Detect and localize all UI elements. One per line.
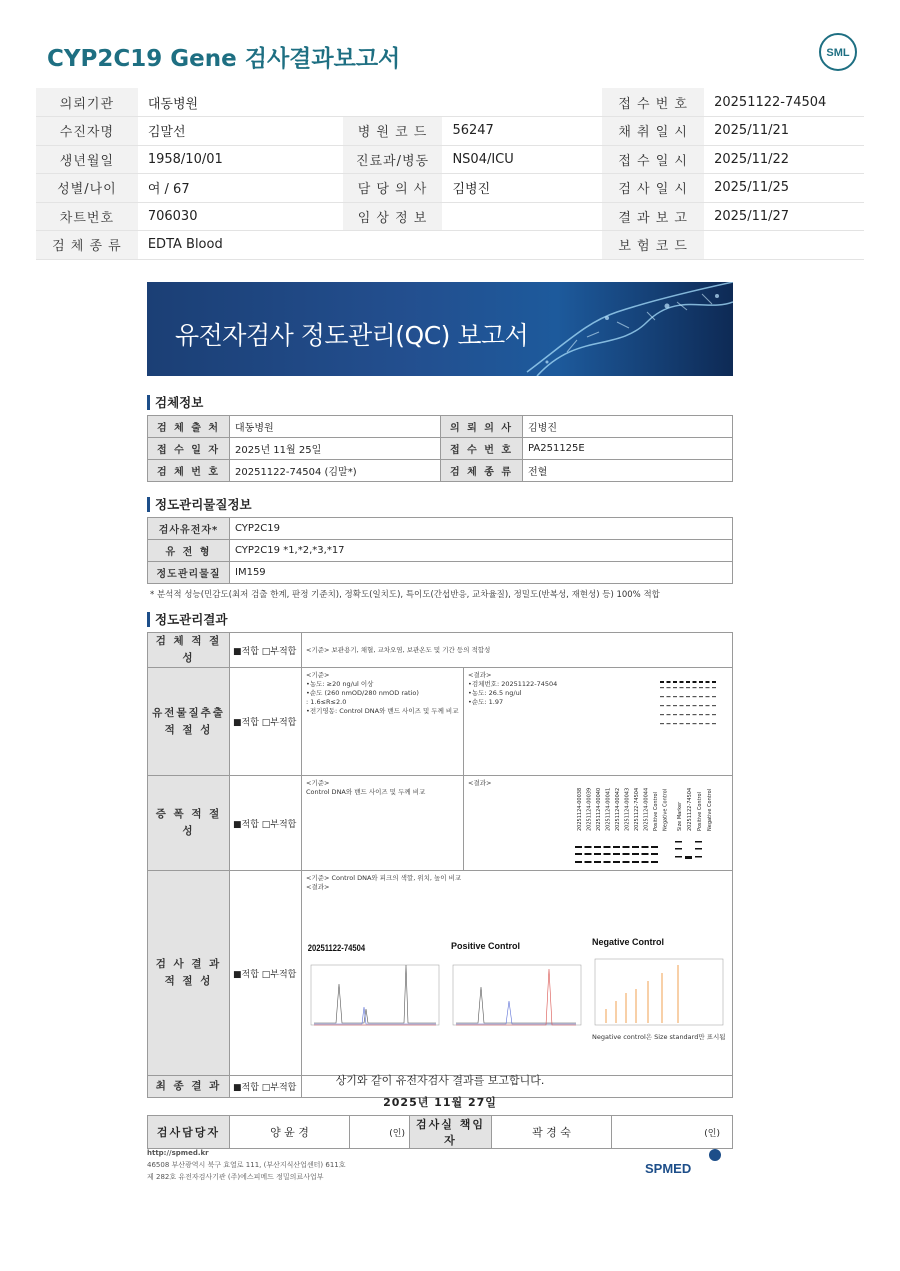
fail-check: □부적합 — [261, 646, 297, 657]
info-row — [36, 174, 864, 203]
fail-check: □부적합 — [261, 718, 297, 728]
gel-band — [706, 714, 710, 715]
specimen-accession: PA251125E — [523, 438, 733, 460]
gel-band — [706, 723, 710, 724]
gel-band — [712, 723, 716, 724]
gel-band — [686, 705, 690, 706]
gel-lane-label: Positive Control — [653, 792, 659, 831]
info-label: 수진자명 — [36, 117, 138, 146]
panel2-title: Positive Control — [451, 941, 521, 951]
gel-band — [642, 846, 649, 848]
report-title: CYP2C19 Gene 검사결과보고서 — [47, 46, 401, 72]
info-value: 56247 — [442, 117, 602, 146]
sml-logo — [818, 32, 858, 72]
footer-license: 제 282호 유전자검사기관 (주)에스피메드 정밀의료사업부 — [147, 1173, 324, 1181]
pass-check: ■적합 — [233, 969, 259, 980]
logo-text: SML — [826, 47, 850, 59]
panel3-title: Negative Control — [592, 937, 665, 947]
info-label: 보 험 코 드 — [602, 231, 704, 260]
info-value: 1958/10/01 — [138, 145, 343, 174]
pass-check: ■적합 — [233, 718, 259, 728]
performance-note: * 분석적 성능(민감도(최저 검출 한계, 판정 기준치), 정확도(일치도), 특이도(간섭반응, 교차율질), 정밀도(반복성, 재현성) 등) 100% 적합 — [150, 590, 660, 600]
gel-band — [623, 861, 630, 863]
gel-band — [712, 687, 716, 688]
gel-band — [680, 696, 684, 697]
gel-band — [667, 705, 671, 706]
gel-band — [712, 696, 716, 697]
gel-band — [632, 853, 639, 855]
info-value: 여 / 67 — [138, 174, 343, 203]
r2-criteria — [302, 668, 464, 776]
gel-band — [706, 681, 710, 683]
gel-band — [673, 687, 677, 688]
info-label: 의뢰기관 — [36, 88, 138, 117]
gel-band — [575, 861, 582, 863]
r4-result — [302, 871, 733, 1076]
gel-band — [686, 696, 690, 697]
gel-lane-label: 20251124-00044 — [643, 787, 650, 831]
line: : 1.6≤R≤2.0 — [306, 698, 347, 706]
gel-band — [613, 853, 620, 855]
gel-band — [660, 696, 664, 697]
gel-band — [667, 714, 671, 715]
gel-band — [673, 705, 677, 706]
gel-band — [680, 681, 684, 683]
info-value: 20251122-74504 — [704, 88, 864, 117]
gel-band — [706, 687, 710, 688]
label: 접 수 일 자 — [148, 438, 230, 460]
info-value — [442, 231, 602, 260]
r2-judgement — [230, 668, 302, 776]
gel-band — [686, 723, 690, 724]
material-section-heading: 정도관리물질정보 — [147, 497, 733, 512]
gel-band — [699, 723, 703, 724]
info-label: 채 취 일 시 — [602, 117, 704, 146]
qc-report — [147, 282, 733, 1098]
info-row — [36, 88, 864, 117]
gel-band — [642, 853, 649, 855]
gel-band — [660, 723, 664, 724]
info-label: 성별/나이 — [36, 174, 138, 203]
gel-band — [623, 846, 630, 848]
gel-band — [585, 853, 592, 855]
gel-band — [693, 723, 697, 724]
gel-band — [699, 687, 703, 688]
pass-check: ■적합 — [233, 819, 259, 830]
line: <기준> — [306, 671, 330, 679]
info-value: 2025/11/22 — [704, 145, 864, 174]
gel-band — [651, 853, 658, 855]
pass-check: ■적합 — [233, 1083, 259, 1093]
gel-lane-label: Negative Control — [662, 788, 669, 831]
gel-lane-label: 20251124-00040 — [596, 787, 602, 831]
info-value: 김말선 — [138, 117, 343, 146]
gel-band — [585, 846, 592, 848]
label: 검사유전자* — [148, 518, 230, 540]
material-table — [147, 517, 733, 584]
info-value: 706030 — [138, 202, 343, 231]
gel-band — [712, 714, 716, 715]
line: •순도 (260 nmOD/280 nmOD ratio) — [306, 689, 419, 697]
gel-band — [667, 687, 671, 688]
r3-criteria — [302, 776, 464, 871]
banner-title: 유전자검사 정도관리(QC) 보고서 — [175, 321, 529, 350]
gel-band — [693, 705, 697, 706]
line: •농도: 26.5 ng/ul — [468, 689, 522, 697]
info-row — [36, 231, 864, 260]
info-row — [36, 202, 864, 231]
fail-check: □부적합 — [261, 1083, 297, 1093]
label: 검 체 출 처 — [148, 416, 230, 438]
r5-label: 최 종 결 과 — [148, 1076, 230, 1098]
gel-band — [699, 714, 703, 715]
gel-band — [623, 853, 630, 855]
footer-url: http://spmed.kr — [147, 1149, 209, 1157]
info-value: 2025/11/21 — [704, 117, 864, 146]
gel-band — [660, 681, 664, 683]
gel-band — [594, 846, 601, 848]
extraction-gel — [656, 673, 718, 735]
info-row — [36, 117, 864, 146]
qc-result-table — [147, 632, 733, 1098]
r1-criteria: <기준> 보관용기, 채혈, 교차오염, 보관온도 및 기간 등의 적합성 — [302, 633, 733, 668]
gel-band — [667, 723, 671, 724]
negative-control-note: Negative control은 Size standard만 표시됨 — [592, 1033, 726, 1041]
gel-band — [693, 714, 697, 715]
gel-band — [613, 861, 620, 863]
gel-band — [673, 681, 677, 683]
gel-band — [673, 714, 677, 715]
gel-lane-label: Negative Control — [707, 788, 713, 831]
gel-band — [685, 856, 692, 859]
info-label: 생년월일 — [36, 145, 138, 174]
info-value: 2025/11/27 — [704, 202, 864, 231]
info-label: 진료과/병동 — [343, 145, 443, 174]
panel3-plot — [595, 959, 723, 1025]
gel-band — [712, 705, 716, 706]
tech-seal: (인) — [350, 1116, 410, 1149]
info-label: 결 과 보 고 — [602, 202, 704, 231]
result-heading: <결과> — [306, 883, 330, 891]
gel-band — [712, 681, 716, 683]
gel-band — [632, 861, 639, 863]
gel-band — [675, 848, 682, 850]
gel-lane-label: 20251124-00043 — [624, 787, 631, 831]
specimen-date: 2025년 11월 25일 — [230, 438, 441, 460]
gel-band — [667, 696, 671, 697]
gel-band — [575, 853, 582, 855]
gel-lane-label: Size Marker — [677, 801, 683, 831]
r4-criteria: <기준> Control DNA와 피크의 색깔, 위치, 높이 비교 — [306, 874, 462, 882]
conclusion-text: 상기와 같이 유전자검사 결과를 보고합니다. — [335, 1074, 545, 1087]
gel-band — [706, 705, 710, 706]
gel-band — [693, 696, 697, 697]
info-label: 검 사 일 시 — [602, 174, 704, 203]
fail-check: □부적합 — [261, 819, 297, 830]
info-label: 차트번호 — [36, 202, 138, 231]
qc-banner — [147, 282, 733, 376]
genotype-value: CYP2C19 *1,*2,*3,*17 — [230, 540, 733, 562]
r1-judgement — [230, 633, 302, 668]
gel-band — [642, 861, 649, 863]
tech-name: 양 윤 경 — [230, 1116, 350, 1149]
tech-label: 검사담당자 — [148, 1116, 230, 1149]
gel-band — [651, 861, 658, 863]
gel-band — [680, 723, 684, 724]
label: 검 체 번 호 — [148, 460, 230, 482]
gel-band — [693, 687, 697, 688]
gel-band — [660, 714, 664, 715]
gel-band — [675, 841, 682, 843]
r4-label: 검 사 결 과 적 절 성 — [148, 871, 230, 1076]
gene-value: CYP2C19 — [230, 518, 733, 540]
amplification-gel — [466, 786, 728, 868]
line: <결과> — [468, 671, 492, 679]
info-value — [704, 231, 864, 260]
line: •검체번호: 20251122-74504 — [468, 680, 558, 688]
gel-band — [673, 696, 677, 697]
report-date: 2025년 11월 27일 — [383, 1096, 497, 1109]
gel-band — [660, 687, 664, 688]
info-label: 접 수 일 시 — [602, 145, 704, 174]
info-label: 접 수 번 호 — [602, 88, 704, 117]
gel-band — [667, 681, 671, 683]
conclusion — [147, 1072, 733, 1110]
gel-lane-label: 20251124-00038 — [577, 787, 583, 831]
gel-band — [680, 705, 684, 706]
result-heading: <결과> — [468, 779, 492, 787]
gel-band — [604, 853, 611, 855]
gel-band — [594, 861, 601, 863]
label: 유 전 형 — [148, 540, 230, 562]
info-row — [36, 145, 864, 174]
specimen-table — [147, 415, 733, 482]
info-label: 임 상 정 보 — [343, 202, 443, 231]
gel-lane-label: 20251124-00039 — [586, 787, 593, 831]
gel-band — [613, 846, 620, 848]
info-value: NS04/ICU — [442, 145, 602, 174]
r2-label: 유전물질추출 적 절 성 — [148, 668, 230, 776]
footer — [147, 1147, 346, 1183]
r4-judgement — [230, 871, 302, 1076]
line: Control DNA와 밴드 사이즈 및 두께 비교 — [306, 788, 426, 796]
panel1-title: 20251122-74504 — [307, 942, 366, 954]
info-value: 대동병원 — [138, 88, 343, 117]
gel-band — [693, 681, 697, 683]
line: •순도: 1.97 — [468, 698, 504, 706]
r2-result — [464, 668, 733, 776]
fail-check: □부적합 — [261, 969, 297, 980]
info-label — [343, 88, 443, 117]
info-label: 검 체 종 류 — [36, 231, 138, 260]
panel1-plot — [311, 965, 439, 1025]
info-label — [343, 231, 443, 260]
gel-band — [680, 687, 684, 688]
gel-lane-label: 20251122-74504 — [687, 787, 693, 831]
label: 의 뢰 의 사 — [441, 416, 523, 438]
info-label: 병 원 코 드 — [343, 117, 443, 146]
gel-lane-label: Positive Control — [697, 792, 703, 831]
info-value: 2025/11/25 — [704, 174, 864, 203]
r3-result — [464, 776, 733, 871]
gel-band — [686, 681, 690, 683]
specimen-section-heading: 검체정보 — [147, 395, 733, 410]
gel-lane-label: 20251122-74504 — [634, 787, 640, 831]
gel-band — [695, 848, 702, 850]
gel-band — [706, 696, 710, 697]
pass-check: ■적합 — [233, 646, 259, 657]
gel-band — [686, 714, 690, 715]
info-value: 김병진 — [442, 174, 602, 203]
chief-seal: (인) — [612, 1116, 733, 1149]
label: 정도관리물질 — [148, 562, 230, 584]
gel-band — [699, 681, 703, 683]
gel-lane-label: 20251124-00042 — [615, 787, 621, 831]
gel-band — [680, 714, 684, 715]
r1-label: 검 체 적 절 성 — [148, 633, 230, 668]
specimen-number: 20251122-74504 (김말*) — [230, 460, 441, 482]
specimen-doctor: 김병진 — [523, 416, 733, 438]
patient-info-table — [36, 88, 864, 260]
panel2-plot — [453, 965, 581, 1025]
spmed-logo-text: SPMED — [645, 1161, 692, 1176]
label: 접 수 번 호 — [441, 438, 523, 460]
gel-band — [594, 853, 601, 855]
gel-band — [695, 841, 702, 843]
gel-lane-label: 20251124-00041 — [605, 787, 612, 831]
gel-band — [686, 687, 690, 688]
gel-band — [604, 861, 611, 863]
specimen-type: 전혈 — [523, 460, 733, 482]
line: •전기영동: Control DNA와 밴드 사이즈 및 두께 비교 — [306, 707, 459, 715]
gel-band — [632, 846, 639, 848]
r3-label: 증 폭 적 절 성 — [148, 776, 230, 871]
gel-band — [660, 705, 664, 706]
info-value — [442, 88, 602, 117]
r3-judgement — [230, 776, 302, 871]
chief-label: 검사실 책임자 — [410, 1116, 492, 1149]
specimen-source: 대동병원 — [230, 416, 441, 438]
gel-band — [651, 846, 658, 848]
gel-band — [585, 861, 592, 863]
info-label: 담 당 의 사 — [343, 174, 443, 203]
gel-band — [699, 696, 703, 697]
gel-band — [699, 705, 703, 706]
info-value — [442, 202, 602, 231]
gel-band — [695, 856, 702, 858]
line: <기준> — [306, 779, 330, 787]
line: •농도: ≥20 ng/ul 이상 — [306, 680, 374, 688]
gel-band — [673, 723, 677, 724]
gel-band — [675, 856, 682, 858]
electropherogram — [306, 909, 732, 1069]
spmed-logo — [645, 1143, 725, 1183]
gel-band — [604, 846, 611, 848]
qc-material-value: IM159 — [230, 562, 733, 584]
info-value: EDTA Blood — [138, 231, 343, 260]
gel-band — [575, 846, 582, 848]
label: 검 체 종 류 — [441, 460, 523, 482]
result-section-heading: 정도관리결과 — [147, 612, 733, 627]
footer-address: 46508 부산광역시 북구 효열로 111, (부산지식산업센터) 611호 — [147, 1161, 346, 1169]
chief-name: 곽 경 숙 — [492, 1116, 612, 1149]
